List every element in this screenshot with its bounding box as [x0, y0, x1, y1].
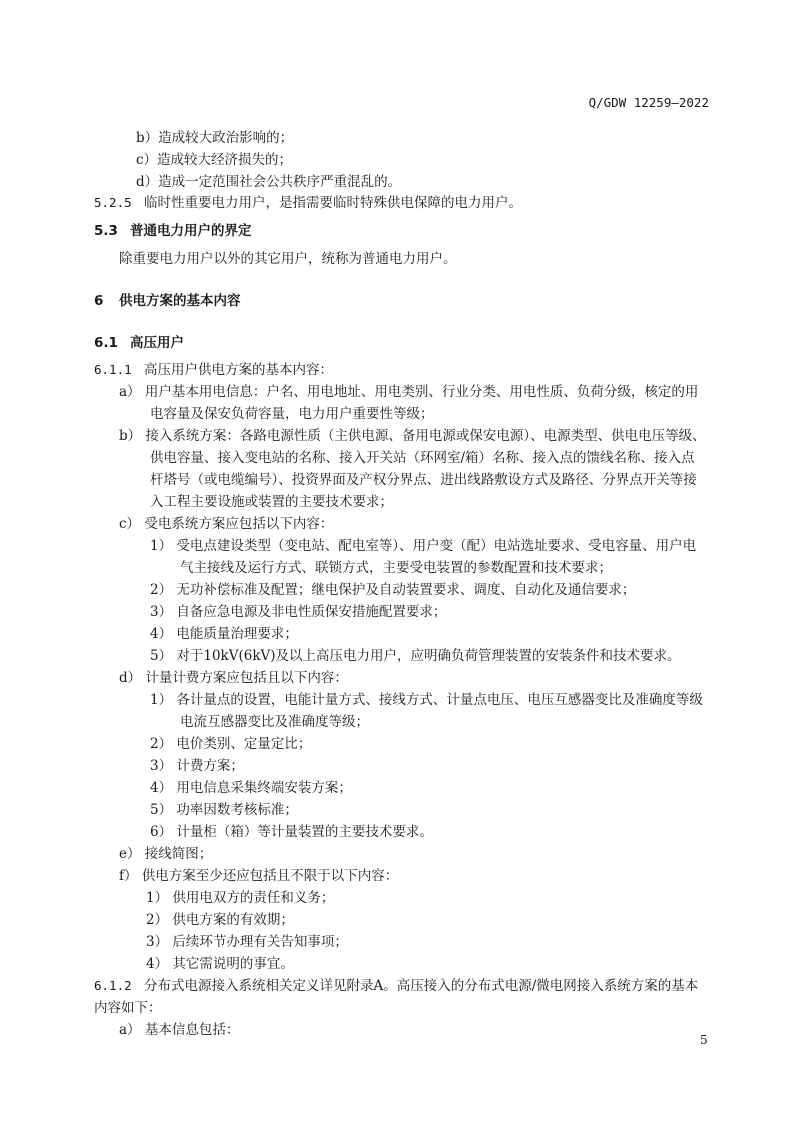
list-item-continuation: 入工程主要设施或装置的主要技术要求； — [150, 494, 393, 510]
list-item-continuation: 电容量及保安负荷容量，电力用户重要性等级； — [150, 406, 434, 422]
document-code-header: Q/GDW 12259—2022 — [588, 95, 709, 110]
list-item: f） 供电方案至少还应包括且不限于以下内容： — [119, 868, 399, 884]
list-item: c）造成较大经济损失的； — [136, 152, 293, 168]
sub-list-item-continuation: 气主接线及运行方式、联锁方式，主要受电装置的参数配置和技术要求； — [180, 560, 612, 576]
sub-list-item: 3） 计费方案； — [150, 758, 244, 774]
sub-list-item: 1） 受电点建设类型（变电站、配电室等）、用户变（配）电站选址要求、受电容量、用户电 — [150, 538, 697, 554]
list-item-continuation: 杆塔号（或电缆编号）、投资界面及产权分界点、进出线路敷设方式及路径、分界点开关等接 — [150, 472, 697, 488]
section-number: 6 — [94, 293, 104, 309]
sub-list-item-continuation: 电流互感器变比及准确度等级； — [180, 714, 369, 730]
list-item: c） 受电系统方案应包括以下内容： — [119, 516, 334, 532]
list-item: e） 接线简图； — [119, 846, 213, 862]
list-item-continuation: 供电容量、接入变电站的名称、接入开关站（环网室/箱）名称、接入点的馈线名称、接入点 — [150, 450, 695, 466]
list-item: b） 接入系统方案：各路电源性质（主供电源、备用电源或保安电源）、电源类型、供电电压等级、 — [119, 428, 706, 444]
clause-text-continuation: 内容如下： — [94, 1000, 162, 1016]
sub-list-item: 4） 用电信息采集终端安装方案； — [150, 780, 352, 796]
list-item: a） 基本信息包括： — [119, 1022, 240, 1038]
list-item: d）造成一定范围社会公共秩序严重混乱的。 — [136, 174, 402, 190]
page-number: 5 — [700, 1033, 708, 1047]
paragraph: 除重要电力用户以外的其它用户，统称为普通电力用户。 — [119, 251, 457, 267]
clause-number: 6.1.2 — [94, 978, 132, 993]
sub-list-item: 5） 对于10kV(6kV)及以上高压电力用户，应明确负荷管理装置的安装条件和技术要求。 — [150, 648, 681, 664]
sub-list-item: 2） 无功补偿标准及配置；继电保护及自动装置要求、调度、自动化及通信要求； — [150, 582, 636, 598]
section-heading: 高压用户 — [130, 335, 184, 351]
sub-list-item: 3） 自备应急电源及非电性质保安措施配置要求； — [150, 604, 447, 620]
sub-list-item: 5） 功率因数考核标准； — [150, 802, 298, 818]
section-heading: 供电方案的基本内容 — [119, 293, 241, 309]
sub-list-item: 6） 计量柜（箱）等计量装置的主要技术要求。 — [150, 824, 433, 840]
list-item: a） 用户基本用电信息：户名、用电地址、用电类别、行业分类、用电性质、负荷分级，核定的用 — [119, 384, 699, 400]
sub-list-item: 4） 其它需说明的事宜。 — [146, 956, 294, 972]
clause-text: 分布式电源接入系统相关定义详见附录A。高压接入的分布式电源/微电网接入系统方案的基本 — [144, 978, 699, 994]
clause-text: 高压用户供电方案的基本内容： — [144, 362, 333, 378]
list-item: b）造成较大政治影响的； — [136, 130, 294, 146]
section-number: 5.3 — [94, 223, 118, 239]
section-heading: 普通电力用户的界定 — [130, 223, 252, 239]
sub-list-item: 1） 供用电双方的责任和义务； — [146, 890, 335, 906]
clause-number: 5.2.5 — [94, 195, 132, 210]
section-number: 6.1 — [94, 335, 118, 351]
sub-list-item: 4） 电能质量治理要求； — [150, 626, 298, 642]
sub-list-item: 3） 后续环节办理有关告知事项； — [146, 934, 348, 950]
clause-text: 临时性重要电力用户，是指需要临时特殊供电保障的电力用户。 — [144, 195, 522, 211]
list-item: d） 计量计费方案应包括且以下内容： — [119, 670, 348, 686]
sub-list-item: 2） 供电方案的有效期； — [146, 912, 294, 928]
sub-list-item: 2） 电价类别、定量定比； — [150, 736, 312, 752]
clause-number: 6.1.1 — [94, 362, 132, 377]
sub-list-item: 1） 各计量点的设置，电能计量方式、接线方式、计量点电压、电压互感器变比及准确度等级 — [150, 692, 703, 708]
